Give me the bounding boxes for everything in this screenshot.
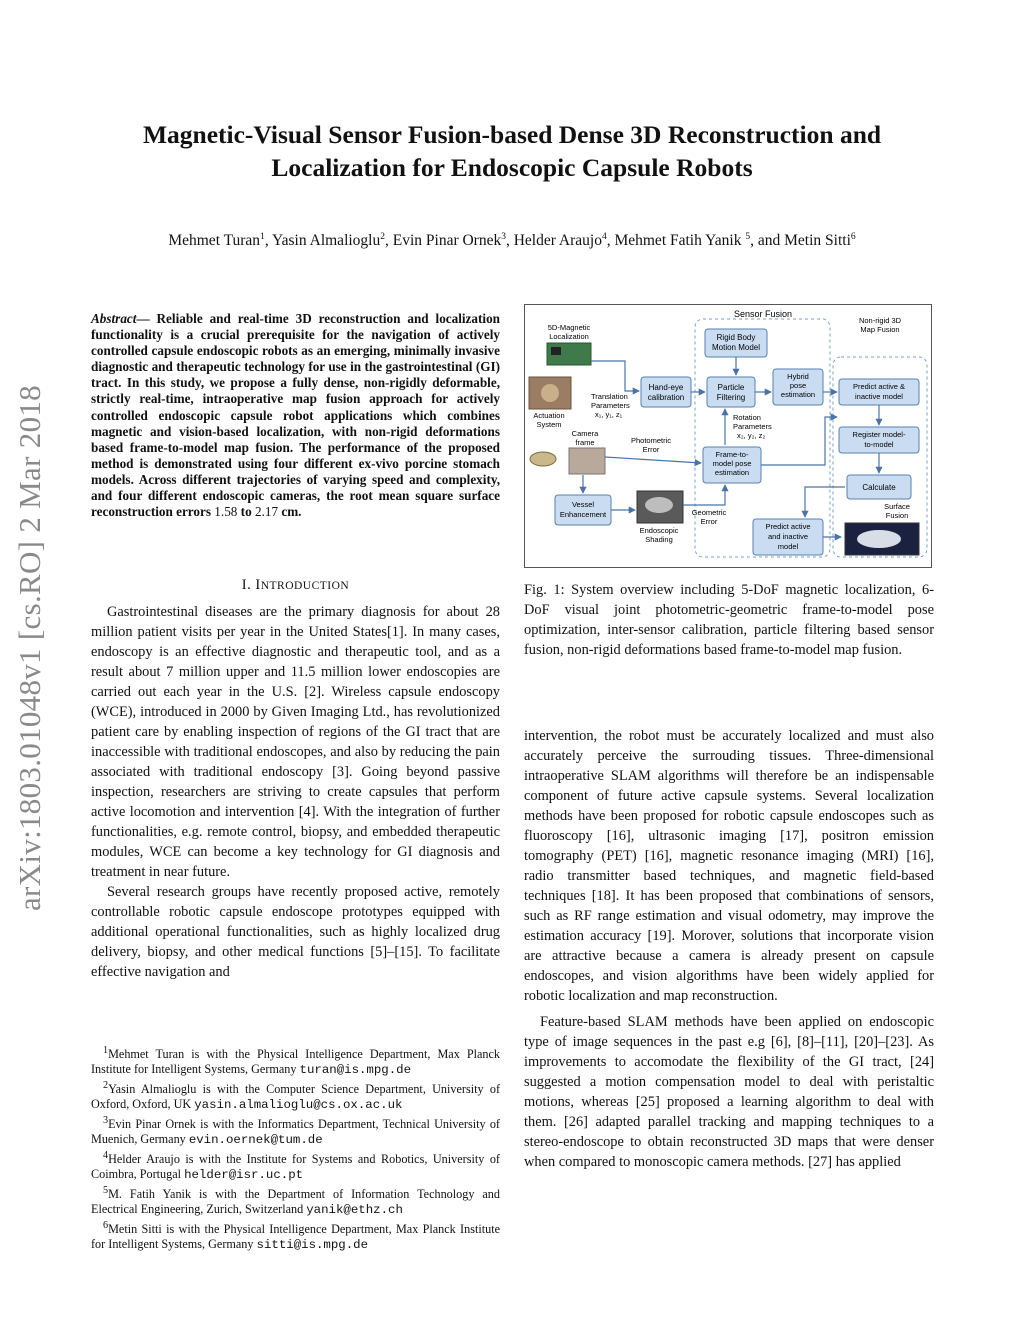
register-label: to-model	[864, 440, 894, 449]
footnote	[91, 1113, 500, 1148]
calculate-label: Calculate	[862, 483, 896, 492]
footnote	[91, 1078, 500, 1113]
particle-label: Filtering	[716, 393, 746, 402]
system-diagram	[525, 305, 931, 567]
paragraph: Feature-based SLAM methods have been applied on endoscopic type of image sequences in the past e.g [6], [8]–[11], [20]–[23]. As improvements to accomodate the flexibility of the GI tract, [24] suggested a motion compensation model to deal with peristaltic motions, whereas [25] proposed a learning algorithm to deal with them. [26] adapted parallel tracking and mapping techniques to a stereo-endoscope to obtain reconstructed 3D maps that were denser when compared to monoscopic camera methods. [27] has applied	[524, 1014, 934, 1170]
abstract-value: 1.58	[214, 504, 238, 520]
shading-label: Endoscopic	[639, 526, 679, 535]
abstract-text: to	[237, 504, 255, 520]
camera-frame-label: Camera	[571, 429, 599, 438]
author-separator: ,	[385, 232, 393, 250]
footnote-email[interactable]: evin.oernek@tum.de	[188, 1133, 323, 1148]
mag-loc-label: Localization	[549, 332, 589, 341]
hybrid-label: Hybrid	[787, 372, 809, 381]
arrow	[805, 487, 845, 517]
paragraph: Gastrointestinal diseases are the primary diagnosis for about 28 million patient visits per year in the United States[1]. In many cases, endoscopy is an effective diagnostic and therapeutic tool, and as a result about 7 million upper and 11.5 million lower endoscopies are carried out each year in the U.S. [2]. Wireless capsule endoscopy (WCE), introduced in 2000 by Given Imaging Ltd., has revolutionized patient care by enabling inspection of regions of the GI tract that are inaccessible with traditional endoscopes, and also by reducing the pain associated with traditional endoscopy [3]. Going beyond passive inspection, researchers are striving to create capsules that perform active locomotion and intervention [4]. With the integration of further functionalities, e.g. remote control, biopsy, and embedded therapeutic modules, WCE can become a key technology for GI diagnosis and treatment in near future.	[91, 604, 500, 880]
translation-label: x₁, y₁, z₁	[595, 410, 623, 419]
author: Helder Araujo	[513, 232, 602, 250]
footnote	[91, 1183, 500, 1218]
footnote-mark: 5	[103, 1185, 109, 1197]
vessel-label: Vessel	[571, 500, 595, 509]
paper-title	[0, 118, 1024, 184]
surface-fusion-blob	[857, 530, 901, 548]
author-list	[0, 232, 1024, 250]
surface-fusion-label: Fusion	[885, 511, 909, 520]
shading-label: Shading	[645, 535, 673, 544]
photometric-label: Photometric	[630, 436, 672, 445]
abstract-text: cm.	[278, 504, 302, 520]
chip-image	[551, 347, 561, 355]
footnote-text: Mehmet Turan is with the Physical Intelligence Department, Max Planck Institute for Intelligent Systems, Germany	[91, 1047, 500, 1077]
author-separator: ,	[505, 232, 514, 250]
paragraph: intervention, the robot must be accurately localized and must also accurately perceive the surrouding tissues. Three-dimensional intraoperative SLAM algorithms will therefore be an indispensable component of future active capsule systems. Several localization methods have been proposed for robotic capsule endoscopes such as fluoroscopy [16], ultrasonic imaging [17], positron emission tomography (PET) [16], magnetic resonance imaging (MRI) [16], radio transmitter based techniques, and magnetic field-based techniques [18]. It has been proposed that combinations of sensors, such as RF range estimation and visual odometry, may improve the estimation accuracy [19]. Morover, solutions that incorporate vision are attractive because a camera is already present on capsule endoscopes, and vision algorithms have been widely applied for robotic localization and map reconstruction.	[524, 728, 934, 1004]
translation-label: Translation	[591, 392, 628, 401]
footnote-mark: 6	[103, 1220, 109, 1232]
surface-fusion-label: Surface	[884, 502, 910, 511]
footnote-email[interactable]: turan@is.mpg.de	[299, 1063, 412, 1078]
paragraph: Several research groups have recently proposed active, remotely controllable robotic capsule endoscope prototypes equipped with additional operational functionalities, such as highly localized drug delivery, biopsy, and other medical functions [5]–[15]. To facilitate effective navigation and	[91, 884, 500, 980]
camera-frame-image	[569, 448, 605, 474]
predict2-label: model	[777, 542, 799, 551]
footnote-text: Yasin Almalioglu is with the Computer Science Department, University of Oxford, Oxford, UK	[91, 1082, 500, 1112]
footnote-mark: 1	[103, 1045, 109, 1056]
footnote-text: M. Fatih Yanik is with the Department of Information Technology and Electrical Engineering, Zurich, Switzerland	[91, 1187, 500, 1217]
footnote-text: Metin Sitti is with the Physical Intelligence Department, Max Planck Institute for Intelligent Systems, Germany	[91, 1222, 500, 1252]
mag-loc-label: 5D-Magnetic	[547, 323, 591, 332]
rigid-body-label: Rigid Body	[716, 333, 756, 342]
hand-eye-box	[641, 377, 691, 407]
geometric-label: Error	[700, 517, 718, 526]
shading-blob	[645, 497, 673, 513]
section-heading	[91, 577, 500, 594]
nonrigid-label: Non-rigid 3D	[858, 316, 902, 325]
author: Metin Sitti	[784, 232, 851, 250]
register-label: Register model-	[852, 430, 906, 439]
arrow	[605, 457, 701, 463]
abstract	[91, 311, 500, 520]
particle-filter-box	[707, 377, 755, 407]
arrow	[591, 361, 639, 391]
title-line-1: Magnetic-Visual Sensor Fusion-based Dense 3D Reconstruction and	[142, 120, 882, 149]
abstract-value: 2.17	[254, 504, 279, 520]
translation-label: Parameters	[591, 401, 630, 410]
rigid-body-label: Motion Model	[711, 343, 761, 352]
author-affil-mark: 4	[601, 232, 607, 242]
abstract-text: Reliable and real-time 3D reconstruction and localization functionality is a crucial prerequisite for the navigation of actively controlled capsule endoscopic robots as an emerging, minimally invasive diagnostic and therapeutic technology for use in the gastrointestinal (GI) tract. In this study, we propose a fully dense, non-rigidly deformable, strictly real-time, intraoperative map fusion approach for actively controlled endoscopic capsule robot applications which combines magnetic and vision-based localization, with non-rigid deformations based frame-to-model map fusion. The performance of the proposed method is demonstrated using four different ex-vivo porcine stomach models. Across different trajectories of varying speed and complexity, and four different endoscopic cameras, the root mean square surface reconstruction errors	[91, 311, 500, 520]
footnote-email[interactable]: helder@isr.uc.pt	[184, 1168, 304, 1183]
sensor-fusion-label: Sensor Fusion	[733, 309, 793, 319]
rotation-label: Parameters	[733, 422, 772, 431]
section-title-rest: NTRODUCTION	[260, 580, 350, 592]
rotation-label: Rotation	[733, 413, 761, 422]
particle-label: Particle	[717, 383, 745, 392]
footnote-email[interactable]: yasin.almalioglu@cs.ox.ac.uk	[194, 1098, 403, 1113]
hand-eye-label: Hand-eye	[648, 383, 684, 392]
author-affil-mark: 5	[745, 232, 751, 242]
section-initial: I	[255, 577, 261, 593]
footnote-text: Helder Araujo is with the Institute for Systems and Robotics, University of Coimbra, Portugal	[91, 1152, 500, 1182]
rotation-label: x₂, y₂, z₂	[737, 431, 766, 440]
vessel-label: Enhancement	[559, 510, 607, 519]
actuation-magnet-image	[541, 384, 559, 402]
right-column-body	[524, 726, 934, 1172]
author-separator: , and	[750, 232, 785, 250]
frame-to-model-label: model pose	[712, 459, 752, 468]
author: Mehmet Turan	[168, 232, 261, 250]
footnote-text: Evin Pinar Ornek is with the Informatics Department, Technical University of Muenich, Germany	[91, 1117, 500, 1147]
title-line-2: Localization for Endoscopic Capsule Robots	[271, 153, 753, 182]
arrow	[761, 417, 837, 465]
hand-eye-label: calibration	[647, 393, 685, 402]
author-affil-mark: 3	[501, 232, 506, 242]
author: Mehmet Fatih Yanik	[614, 232, 746, 250]
author-affil-mark: 1	[260, 232, 265, 242]
hybrid-label: estimation	[780, 390, 816, 399]
figure-1	[524, 304, 932, 568]
footnote-mark: 3	[103, 1115, 109, 1127]
footnote-mark: 4	[103, 1150, 109, 1162]
footnote-mark: 2	[103, 1080, 109, 1092]
footnote	[91, 1218, 500, 1253]
author-separator: ,	[264, 232, 272, 250]
footnotes	[91, 1043, 500, 1253]
predict2-label: and inactive	[767, 532, 809, 541]
intro-body	[91, 602, 500, 982]
frame-to-model-label: estimation	[714, 468, 750, 477]
actuation-label: System	[536, 420, 562, 429]
camera-frame-label: frame	[575, 438, 595, 447]
author-separator: ,	[606, 232, 615, 250]
hybrid-label: pose	[789, 381, 807, 390]
arrow	[683, 485, 725, 505]
section-number: I.	[241, 577, 256, 593]
arxiv-stamp: arXiv:1803.01048v1 [cs.RO] 2 Mar 2018	[12, 385, 47, 911]
footnote	[91, 1148, 500, 1183]
geometric-label: Geometric	[691, 508, 727, 517]
author-affil-mark: 6	[850, 232, 856, 242]
footnote	[91, 1043, 500, 1078]
author-affil-mark: 2	[380, 232, 385, 242]
predict2-label: Predict active	[765, 522, 811, 531]
author: Evin Pinar Ornek	[392, 232, 502, 250]
photometric-label: Error	[642, 445, 660, 454]
predict1-label: Predict active &	[852, 382, 906, 391]
predict1-label: inactive model	[855, 392, 903, 401]
abstract-dash: —	[136, 311, 157, 326]
abstract-label: Abstract	[91, 311, 137, 326]
capsule-image	[530, 452, 556, 466]
actuation-label: Actuation	[533, 411, 565, 420]
footnote-email[interactable]: yanik@ethz.ch	[306, 1203, 403, 1218]
author: Yasin Almalioglu	[272, 232, 381, 250]
nonrigid-label: Map Fusion	[860, 325, 900, 334]
figure-caption: Fig. 1: System overview including 5-DoF magnetic localization, 6-DoF visual joint photometric-geometric frame-to-model pose optimization, inter-sensor calibration, particle filtering based sensor fusion, non-rigid deformations based frame-to-model map fusion.	[524, 582, 934, 658]
footnote-email[interactable]: sitti@is.mpg.de	[256, 1238, 369, 1253]
frame-to-model-label: Frame-to-	[715, 450, 749, 459]
